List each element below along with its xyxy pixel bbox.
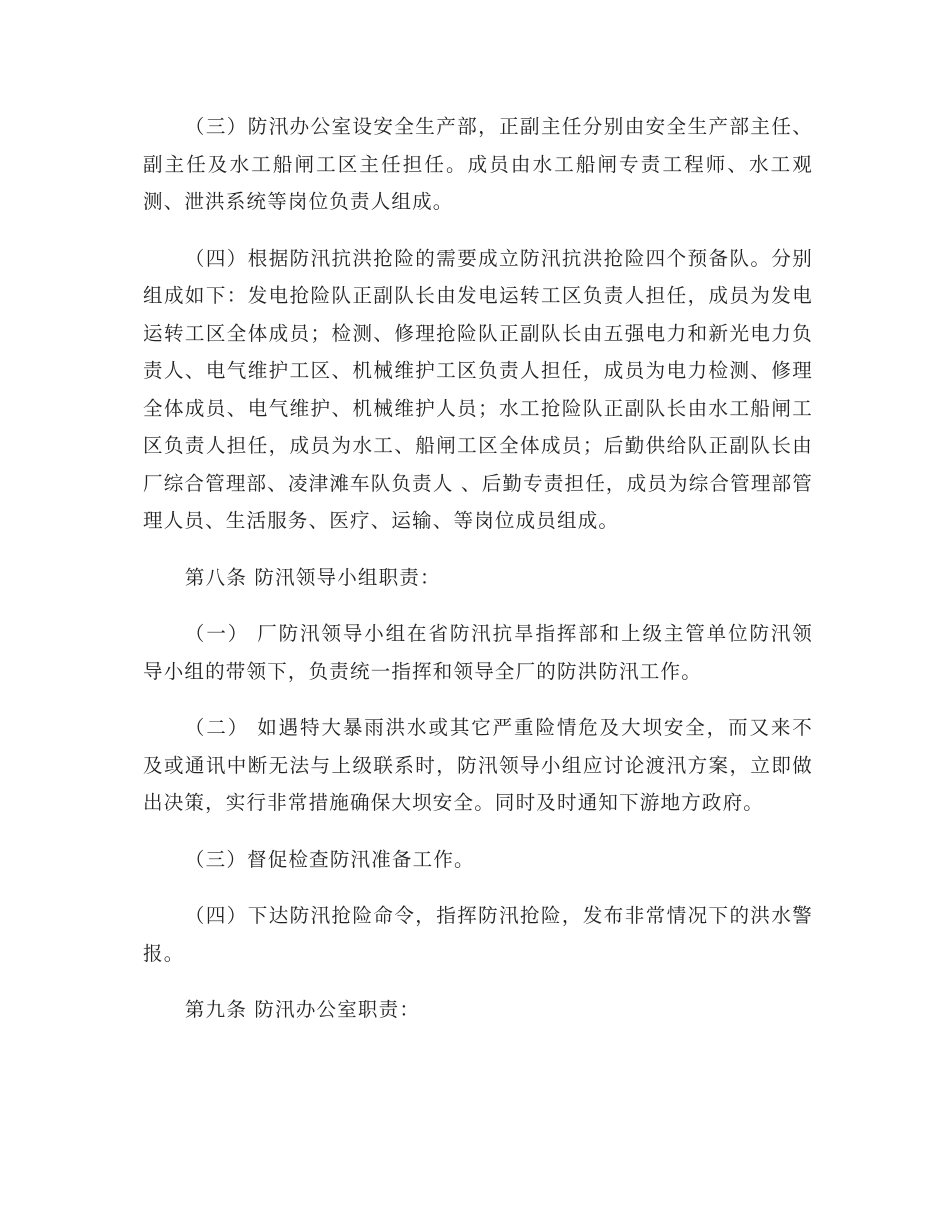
paragraph-leadership-duty-1: （一） 厂防汛领导小组在省防汛抗旱指挥部和上级主管单位防汛领导小组的带领下，负责统一指挥和领导全厂的防洪防汛工作。: [143, 622, 813, 683]
paragraph-reserve-teams: （四）根据防汛抗洪抢险的需要成立防汛抗洪抢险四个预备队。分别组成如下：发电抢险队正副队长由发电运转工区负责人担任，成员为发电运转工区全体成员；检测、修理抢险队正副队长由五强电力和新光电力负责人、电气维护工区、机械维护工区负责人担任，成员为电力检测、修理全体成员、电气维护、机械维护人员；水工抢险队正副队长由水工船闸工区负责人担任，成员为水工、船闸工区全体成员；后勤供给队正副队长由厂综合管理部、凌津滩车队负责人 、后勤专责担任，成员为综合管理部管理人员、生活服务、医疗、运输、等岗位成员组成。: [143, 246, 813, 532]
paragraph-leadership-duty-2: （二） 如遇特大暴雨洪水或其它严重险情危及大坝安全，而又来不及或通讯中断无法与上级联系时，防汛领导小组应讨论渡汛方案，立即做出决策，实行非常措施确保大坝安全。同时及时通知下游地方政府。: [143, 716, 813, 814]
article-9-heading: 第九条 防汛办公室职责：: [184, 998, 421, 1021]
document-page: [143, 108, 813, 1029]
paragraph-office-setup: （三）防汛办公室设安全生产部，正副主任分别由安全生产部主任、副主任及水工船闸工区主任担任。成员由水工船闸专责工程师、水工观测、泄洪系统等岗位负责人组成。: [143, 115, 813, 213]
article-8-heading: 第八条 防汛领导小组职责：: [184, 565, 441, 589]
paragraph-leadership-duty-3: （三）督促检查防汛准备工作。: [184, 847, 475, 871]
paragraph-leadership-duty-4: （四）下达防汛抢险命令，指挥防汛抢险，发布非常情况下的洪水警报。: [143, 904, 813, 965]
